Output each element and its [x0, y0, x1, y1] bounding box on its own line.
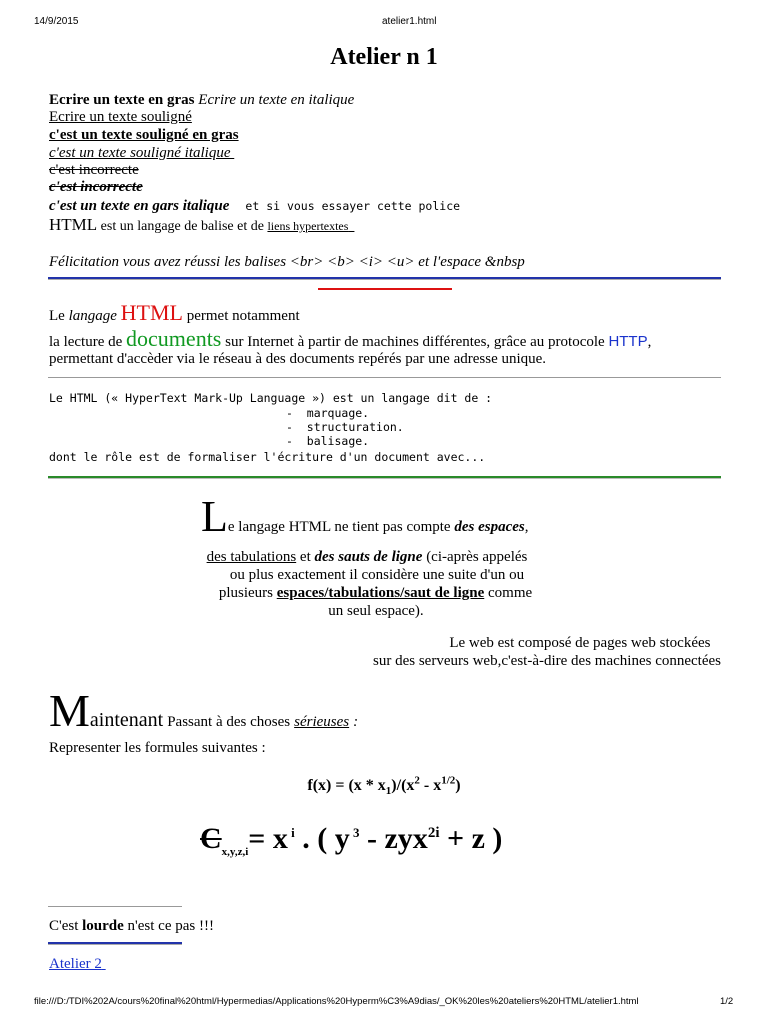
- formatting-line-1: [49, 92, 354, 109]
- lourde-text: C'est lourde n'est ce pas !!!: [49, 918, 214, 934]
- mono-text: et si vous essayer cette police: [245, 199, 461, 213]
- documents-green-word: documents: [126, 326, 222, 351]
- formula-1: $f(x) = (x * x_1)/(x^2 - x^{1/2})$: [307, 774, 461, 798]
- print-date: 14/9/2015: [34, 16, 79, 27]
- italic-text: Ecrire un texte en italique: [198, 92, 355, 108]
- felicitation-text: Félicitation vous avez réussi les balises <br> <b> <i> <u> et l'espace &nbsp: [49, 254, 525, 270]
- page-title: Atelier n 1: [330, 44, 438, 70]
- underline-text: Ecrire un texte souligné: [49, 109, 192, 125]
- maintenant-line: Maintenant Passant à des choses sérieuses :: [49, 685, 359, 736]
- center-line-4: plusieurs espaces/tabulations/saut de ligne comme: [218, 585, 533, 601]
- bold-italic-line: [49, 197, 460, 215]
- formula-2: $C_{x,y,z,i}= x$ $^i$ . ( y $^3$ - zyx$^{2i}$ + z ): [200, 822, 503, 858]
- html-red-word: HTML: [120, 300, 183, 325]
- pre-last-line: dont le rôle est de formaliser l'écriture d'un document avec...: [49, 450, 486, 464]
- permettant-text: permettant d'accèder via le réseau à des documents repérés par une adresse unique.: [49, 351, 547, 367]
- pre-item: - marquage.: [286, 406, 370, 420]
- pre-item: - structuration.: [286, 420, 404, 434]
- pre-line-1: Le HTML (« HyperText Mark-Up Language ») est un langage dit de :: [49, 391, 493, 405]
- red-separator: [318, 288, 452, 290]
- dropcap-l: L: [201, 492, 228, 541]
- atelier-2-link-wrap: [49, 956, 106, 973]
- html-sentence: HTML est un langage de balise et de liens hypertextes: [49, 215, 354, 235]
- lecture-line: la lecture de documents sur Internet à partir de machines différentes, grâce au protocole HTTP,: [49, 326, 652, 351]
- strike-text: c'est incorrecte: [49, 162, 139, 178]
- gray-separator: [48, 377, 721, 378]
- green-separator: [48, 476, 721, 479]
- print-footer-path: file:///D:/TDI%202A/cours%20final%20html/Hypermedias/Applications%20Hyperm%C3%A9dias/_OK%20les%20ateliers%20HTML/atelier1.html: [34, 996, 639, 1007]
- struck-c: C: [200, 822, 222, 855]
- right-line-1: Le web est composé de pages web stockées: [449, 635, 711, 651]
- html-intro-line: Le langage HTML permet notamment: [49, 300, 300, 325]
- right-line-2: sur des serveurs web,c'est-à-dire des machines connectées: [373, 653, 721, 669]
- underline-bold-text: c'est un texte souligné en gras: [49, 127, 239, 143]
- center-line-5: un seul espace).: [328, 603, 424, 619]
- strike-bold-italic-text: c'est incorrecte: [49, 179, 143, 195]
- liens-hypertextes-link[interactable]: liens hypertextes: [267, 219, 349, 233]
- pre-item: - balisage.: [286, 434, 370, 448]
- underline-italic-text: c'est un texte souligné italique: [49, 145, 231, 161]
- center-line-3: ou plus exactement il considère une suite d'un ou: [229, 567, 525, 583]
- blue-separator: [48, 277, 721, 280]
- http-blue-word: HTTP: [608, 333, 648, 350]
- bold-italic-text: c'est un texte en gars italique: [49, 198, 230, 214]
- center-line-2: des tabulations et des sauts de ligne (ci-après appelés: [206, 549, 528, 565]
- atelier-2-link[interactable]: Atelier 2: [49, 956, 102, 972]
- print-footer-page: 1/2: [720, 996, 734, 1007]
- center-line-1: Le langage HTML ne tient pas compte des espaces,: [201, 492, 529, 541]
- short-gray-separator: [48, 906, 182, 907]
- short-blue-separator: [48, 942, 182, 945]
- represent-text: Representer les formules suivantes :: [49, 740, 266, 756]
- html-word: HTML: [49, 215, 98, 234]
- print-filename: atelier1.html: [382, 16, 437, 27]
- dropcap-m: M: [49, 685, 90, 736]
- bold-text: Ecrire un texte en gras: [49, 92, 195, 108]
